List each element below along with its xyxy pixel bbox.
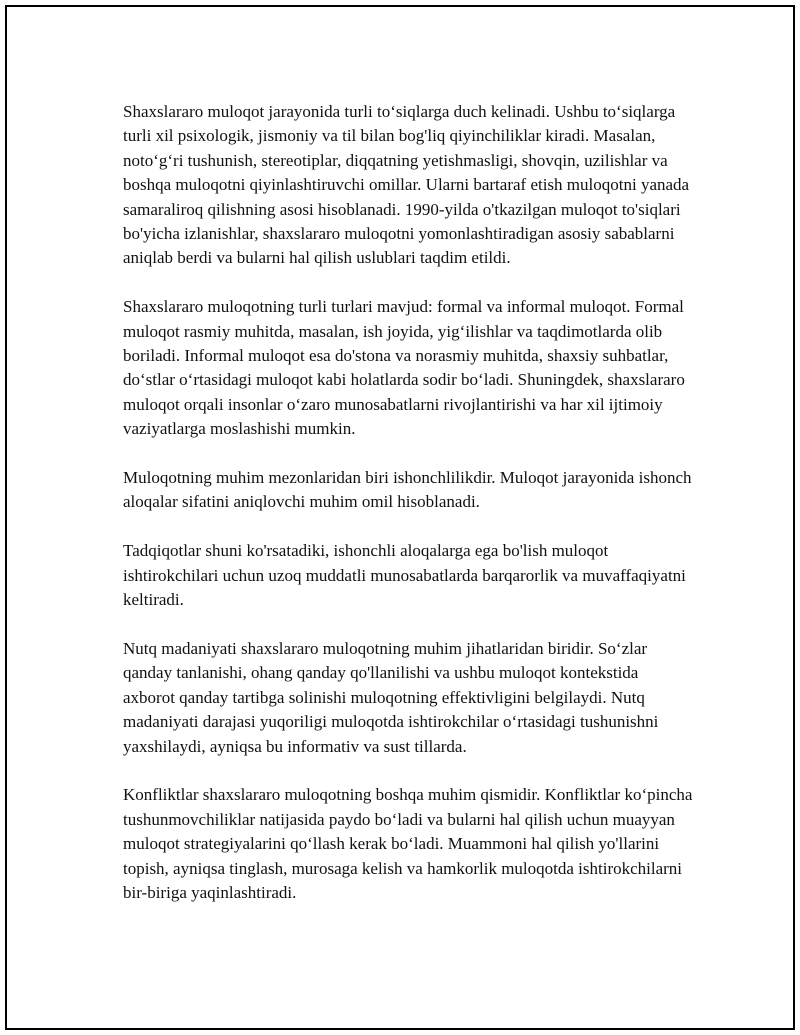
page-border — [5, 5, 795, 1030]
document-body — [123, 100, 693, 930]
paragraph-trust: Muloqotning muhim mezonlaridan biri ishonchlilikdir. Muloqot jarayonida ishonch aloqalar sifatini aniqlovchi muhim omil hisoblanadi. — [123, 468, 692, 512]
paragraph-communication-types: Shaxslararo muloqotning turli turlari mavjud: formal va informal muloqot. Formal muloqot rasmiy muhitda, masalan, ish joyida, yig‘ilishlar va taqdimotlarda olib boriladi. Informal muloqot esa do'stona va norasmiy muhitda, shaxsiy suhbatlar, do‘stlar o‘rtasidagi muloqot kabi holatlarda sodir bo‘ladi. Shuningdek, shaxslararo muloqot orqali insonlar o‘zaro munosabatlarni rivojlantirishi va har xil ijtimoiy vaziyatlarga moslashishi mumkin. — [123, 297, 685, 439]
paragraph-speech-culture: Nutq madaniyati shaxslararo muloqotning muhim jihatlaridan biridir. So‘zlar qanday tanlanishi, ohang qanday qo'llanilishi va ushbu muloqot kontekstida axborot qanday tartibga solinishi muloqotning effektivligini belgilaydi. Nutq madaniyati darajasi yuqoriligi muloqotda ishtirokchilar o‘rtasidagi tushunishni yaxshilaydi, ayniqsa bu informativ va sust tillarda. — [123, 638, 659, 756]
paragraph-communication-barriers: Shaxslararo muloqot jarayonida turli to‘siqlarga duch kelinadi. Ushbu to‘siqlarga turli xil psixologik, jismoniy va til bilan bog'liq qiyinchiliklar kiradi. Masalan, noto‘g‘ri tushunish, stereotiplar, diqqatning yetishmasligi, shovqin, uzilishlar va boshqa muloqotni qiyinlashtiruvchi omillar. Ularni bartaraf etish muloqotni yanada samaraliroq qilishning asosi hisoblanadi. 1990-yilda o'tkazilgan muloqot to'siqlari bo'yicha izlanishlar, shaxslararo muloqotni yomonlashtiradigan asosiy sabablarni aniqlab berdi va bularni hal qilish uslublari taqdim etildi. — [123, 102, 690, 268]
paragraph-research-findings: Tadqiqotlar shuni ko'rsatadiki, ishonchli aloqalarga ega bo'lish muloqot ishtirokchilari uchun uzoq muddatli munosabatlarda barqarorlik va muvaffaqiyatni keltiradi. — [123, 541, 686, 610]
paragraph-conflicts: Konfliktlar shaxslararo muloqotning boshqa muhim qismidir. Konfliktlar ko‘pincha tushunmovchiliklar natijasida paydo bo‘ladi va bularni hal qilish uchun muayyan muloqot strategiyalarini qo‘llash kerak bo‘ladi. Muammoni hal qilish yo'llarini topish, ayniqsa tinglash, murosaga kelish va hamkorlik muloqotda ishtirokchilarni bir-biriga yaqinlashtiradi. — [123, 785, 693, 902]
